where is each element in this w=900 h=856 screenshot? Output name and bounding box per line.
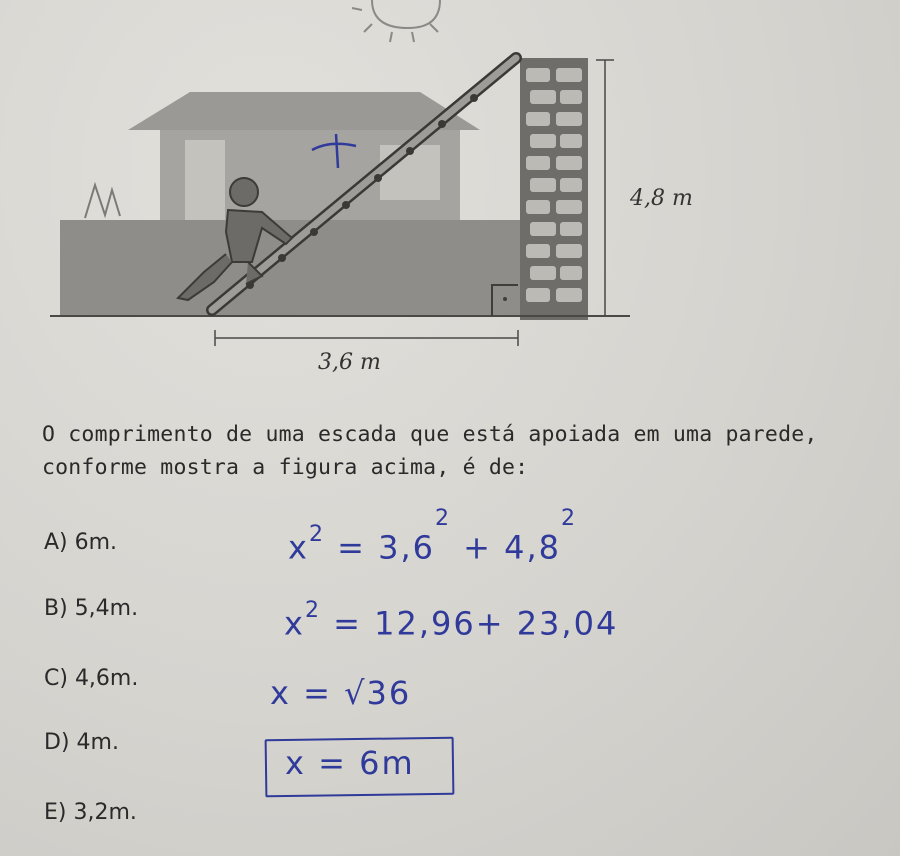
- ladder-figure: [0, 0, 900, 400]
- option-d: D) 4m.: [44, 730, 119, 755]
- sun-icon: [352, 0, 440, 42]
- house-background: [60, 92, 520, 315]
- hw1-exp1: 2: [308, 522, 325, 547]
- hw2-exp: 2: [304, 598, 321, 623]
- wall-height-label: 4,8 m: [630, 186, 693, 211]
- hw2-lhs: x: [284, 604, 305, 643]
- hw1-mid: = 3,6: [337, 528, 435, 567]
- hw1-exp3: 2: [561, 506, 578, 531]
- handwritten-line-3: x = √36: [270, 674, 412, 712]
- handwritten-answer: x = 6m: [285, 744, 415, 782]
- ladder-diagram: [0, 0, 900, 400]
- hw1-exp2: 2: [434, 506, 451, 531]
- question-text: O comprimento de uma escada que está apoiada em uma parede, conforme mostra a figura acima, é de:: [42, 422, 818, 480]
- option-c: C) 4,6m.: [44, 666, 139, 691]
- handwritten-line-2: [284, 598, 619, 643]
- hw1-lhs: x: [288, 528, 309, 567]
- option-a: A) 6m.: [44, 530, 118, 555]
- ground-length-label: 3,6 m: [318, 350, 381, 375]
- option-e: E) 3,2m.: [44, 800, 137, 825]
- hw2-rhs: = 12,96+ 23,04: [333, 604, 619, 643]
- brick-wall: [520, 58, 588, 320]
- hw1-plus: + 4,8: [463, 528, 562, 567]
- handwritten-line-1: [288, 506, 578, 567]
- option-b: B) 5,4m.: [44, 596, 139, 621]
